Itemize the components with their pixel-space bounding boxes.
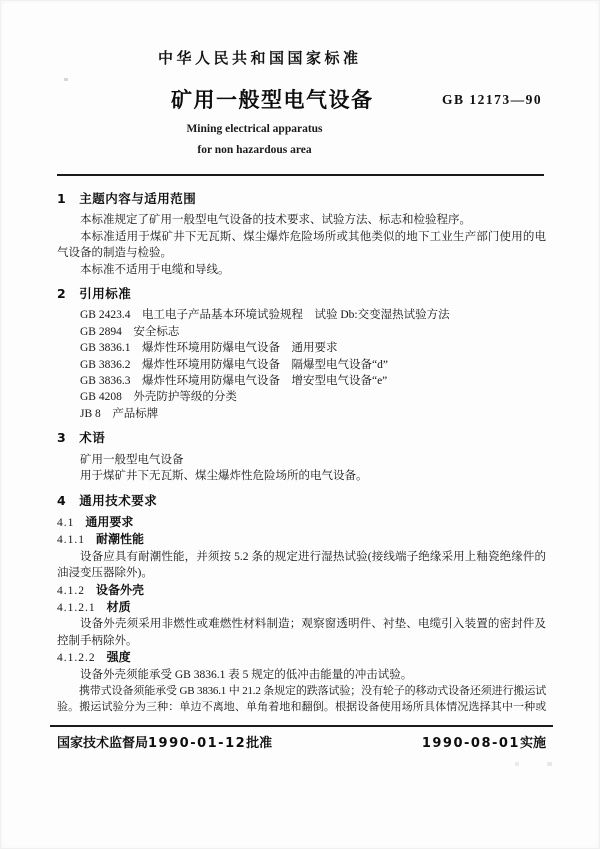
referenced-standard-item: GB 3836.1 爆炸性环境用防爆电气设备 通用要求: [80, 342, 338, 355]
referenced-standard-item: GB 2423.4 电工电子产品基本环境试验规程 试验 Db:交变湿热试验方法: [80, 309, 450, 322]
clause-heading-4-1-2-2: [57, 649, 546, 666]
section-title: 术语: [79, 430, 106, 446]
clause-title: 设备外壳: [96, 582, 145, 597]
implementation-date: 1990-08-01: [421, 736, 520, 751]
clause-heading-4-1: [57, 514, 546, 531]
footer: [57, 732, 546, 751]
paragraph-continued: 携带式设备须能承受 GB 3836.1 中 21.2 条规定的跌落试验；没有轮子的移动式设备还须进行搬运试验。搬运试验分为三种：单边不离地、单角着地和翻倒。根据设备使用场所具体情况选择其中一种或: [57, 684, 546, 714]
standard-number: GB 12173—90: [442, 92, 543, 107]
scan-speck: [515, 762, 519, 766]
referenced-standard-item: GB 3836.3 爆炸性环境用防爆电气设备 增安型电气设备“e”: [80, 375, 388, 388]
clause-title: 耐潮性能: [96, 532, 145, 547]
section-title: 引用标准: [79, 286, 132, 302]
section-title: 主题内容与适用范围: [79, 191, 197, 206]
section-heading-1: [57, 191, 546, 207]
document-title-english-line1: Mining electrical apparatus: [186, 123, 323, 135]
paragraph: 设备外壳须能承受 GB 3836.1 表 5 规定的低冲击能量的冲击试验。: [80, 668, 413, 681]
term-definition-line: 矿用一般型电气设备: [80, 453, 184, 466]
clause-heading-4-1-1: [57, 531, 546, 548]
section-number: 1: [57, 191, 67, 206]
paragraph: 本标准不适用于电缆和导线。: [80, 263, 230, 276]
paragraph: 本标准适用于煤矿井下无瓦斯、煤尘爆炸危险场所或其他类似的地下工业生产部门使用的电气设备的制造与检验。: [57, 230, 546, 260]
paragraph: 本标准规定了矿用一般型电气设备的技术要求、试验方法、标志和检验程序。: [80, 214, 471, 227]
approval-suffix: 批准: [246, 736, 273, 751]
approval-statement: [57, 732, 272, 751]
document-body: [57, 191, 546, 716]
paragraph: 设备应具有耐潮性能，并须按 5.2 条的规定进行湿热试验(接线端子绝缘采用上釉瓷绝缘件的油浸变压器除外)。: [57, 550, 546, 580]
clause-title: 通用要求: [85, 514, 134, 529]
section-title: 通用技术要求: [79, 492, 158, 508]
clause-heading-4-1-2-1: [57, 599, 546, 616]
clause-title: 强度: [106, 650, 131, 665]
section-heading-4: [57, 493, 546, 509]
implementation-suffix: 实施: [519, 736, 546, 751]
section-number: 3: [57, 430, 67, 446]
term-definition-line: 用于煤矿井下无瓦斯、煤尘爆炸性危险场所的电气设备。: [80, 470, 368, 483]
approval-date: 1990-01-12: [148, 736, 247, 751]
header-divider-rule: [57, 174, 544, 176]
referenced-standard-item: GB 4208 外壳防护等级的分类: [80, 391, 237, 404]
scan-speck: [64, 78, 68, 81]
scan-speck: [547, 762, 552, 766]
section-number: 2: [57, 286, 67, 302]
document-title-english: [152, 119, 357, 161]
clause-number: 4.1: [57, 516, 75, 529]
section-heading-3: [57, 430, 546, 446]
referenced-standard-item: GB 3836.2 爆炸性环境用防爆电气设备 隔爆型电气设备“d”: [80, 358, 388, 371]
paragraph: 设备外壳须采用非燃性或难燃性材料制造；观察窗透明件、衬垫、电缆引入装置的密封件及控制手柄除外。: [57, 618, 546, 647]
clause-number: 4.1.1: [57, 534, 85, 547]
implementation-statement: [422, 732, 546, 751]
footer-divider-rule: [50, 725, 553, 727]
document-title-chinese: 矿用一般型电气设备: [171, 88, 374, 112]
clause-title: 材质: [106, 599, 131, 614]
clause-number: 4.1.2.2: [57, 652, 96, 665]
referenced-standard-item: GB 2894 安全标志: [80, 325, 180, 338]
document-title-english-line2: for non hazardous area: [197, 144, 312, 156]
approval-authority: 国家技术监督局: [57, 736, 149, 751]
standard-type-heading: 中华人民共和国国家标准: [158, 49, 362, 67]
clause-heading-4-1-2: [57, 582, 546, 599]
section-heading-2: [57, 286, 546, 302]
clause-number: 4.1.2: [57, 584, 85, 597]
referenced-standard-item: JB 8 产品标牌: [80, 407, 159, 420]
clause-number: 4.1.2.1: [57, 601, 96, 614]
section-number: 4: [57, 492, 67, 508]
